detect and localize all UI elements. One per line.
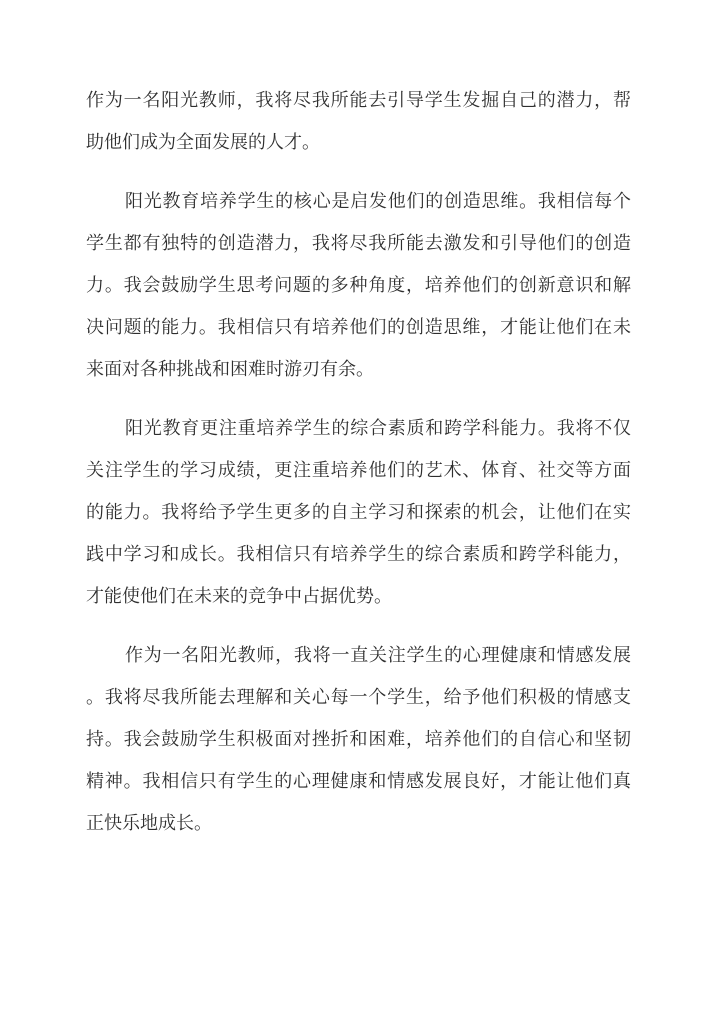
paragraph-3: [86, 407, 631, 617]
text-line: 的能力。我将给予学生更多的自主学习和探索的机会，让他们在实: [86, 502, 631, 522]
text-line: 来面对各种挑战和困难时游刃有余。: [86, 359, 374, 379]
text-line: 精神。我相信只有学生的心理健康和情感发展良好，才能让他们真: [86, 771, 631, 791]
text-line: 力。我会鼓励学生思考问题的多种角度，培养他们的创新意识和解: [86, 275, 631, 295]
text-line: 践中学习和成长。我相信只有培养学生的综合素质和跨学科能力，: [86, 544, 631, 564]
text-line: 正快乐地成长。: [86, 813, 212, 833]
text-line: 阳光教育培养学生的核心是启发他们的创造思维。我相信每个: [125, 191, 631, 211]
text-line: 助他们成为全面发展的人才。: [86, 132, 320, 152]
text-line: 作为一名阳光教师，我将一直关注学生的心理健康和情感发展: [125, 645, 631, 665]
text-line: 才能使他们在未来的竞争中占据优势。: [86, 586, 392, 606]
paragraph-4: [86, 634, 631, 844]
document-body: [86, 79, 631, 844]
text-line: 持。我会鼓励学生积极面对挫折和困难，培养他们的自信心和坚韧: [86, 729, 631, 749]
text-line: 关注学生的学习成绩，更注重培养他们的艺术、体育、社交等方面: [86, 460, 631, 480]
text-line: 作为一名阳光教师，我将尽我所能去引导学生发掘自己的潜力，帮: [86, 90, 631, 110]
text-line: 。我将尽我所能去理解和关心每一个学生，给予他们积极的情感支: [86, 687, 631, 707]
paragraph-2: [86, 180, 631, 390]
text-line: 阳光教育更注重培养学生的综合素质和跨学科能力。我将不仅: [125, 418, 631, 438]
text-line: 决问题的能力。我相信只有培养他们的创造思维，才能让他们在未: [86, 317, 631, 337]
paragraph-1: [86, 79, 631, 163]
text-line: 学生都有独特的创造潜力，我将尽我所能去激发和引导他们的创造: [86, 233, 631, 253]
